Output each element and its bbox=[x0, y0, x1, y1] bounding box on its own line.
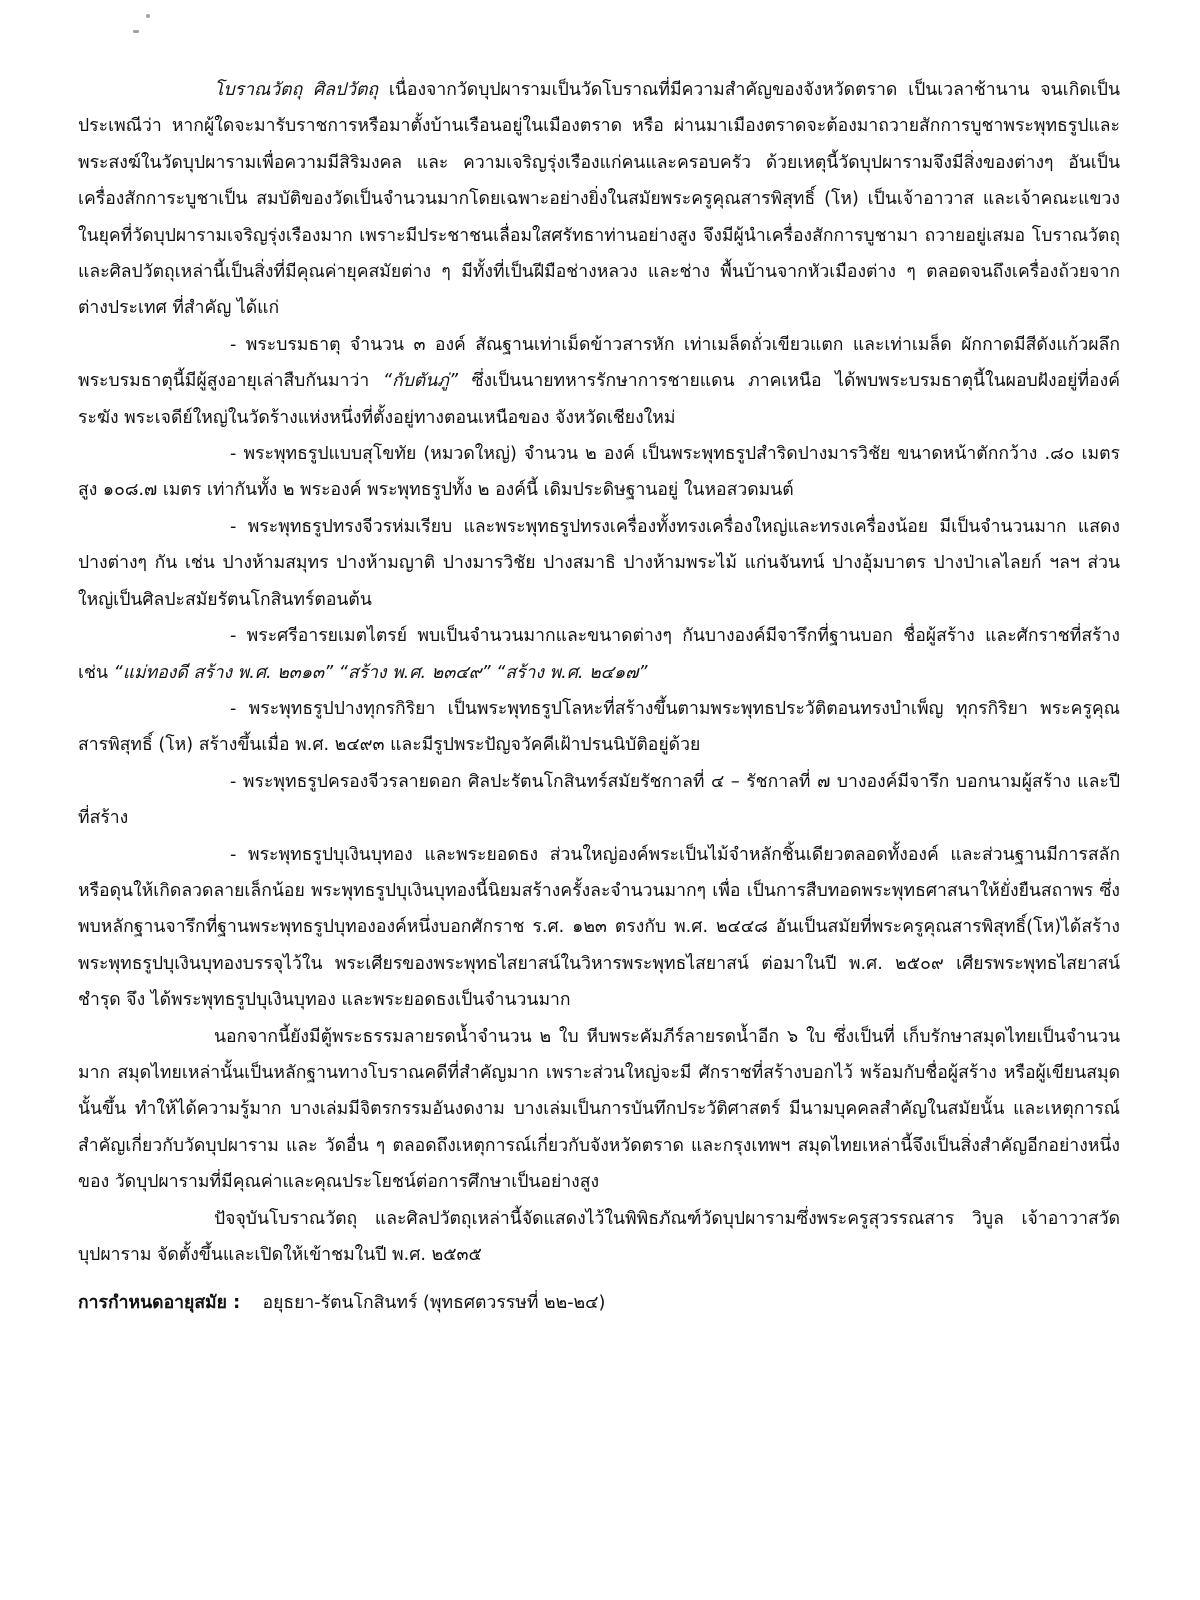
paragraph bbox=[78, 1019, 1120, 1201]
document-body bbox=[78, 72, 1120, 1273]
text-segment: “กับตันภู่” bbox=[382, 371, 458, 392]
text-segment: นอกจากนี้ยังมีตู้พระธรรมลายรดน้ำจำนวน ๒ ใบ หีบพระคัมภีร์ลายรดน้ำอีก ๖ ใบ ซึ่งเป็นที่ เก็บรักษาสมุดไทยเป็นจำนวนมาก สมุดไทยเหล่านั้นเป็นหลักฐานทางโบราณคดีที่สำคัญมาก เพราะส่วนใหญ่จะมี ศักราชที่สร้างบอกไว้ พร้อมกับชื่อผู้สร้าง หรือผู้เขียนสมุดนั้นขึ้น ทำให้ได้ความรู้มาก บางเล่มมีจิตรกรรมอันงดงาม บางเล่มเป็นการบันทึกประวัติศาสตร์ มีนามบุคคลสำคัญในสมัยนั้น และเหตุการณ์สำคัญเกี่ยวกับวัดบุปผาราม และ วัดอื่น ๆ ตลอดถึงเหตุการณ์เกี่ยวกับจังหวัดตราด และกรุงเทพฯ สมุดไทยเหล่านี้จึงเป็นสิ่งสำคัญอีกอย่างหนึ่งของ วัดบุปผารามที่มีคุณค่าและคุณประโยชน์ต่อการศึกษาเป็นอย่างสูง bbox=[78, 1026, 1120, 1193]
text-segment: - พระพุทธรูปปางทุกรกิริยา เป็นพระพุทธรูปโลหะที่สร้างขึ้นตามพระพุทธประวัติตอนทรงบำเพ็ญ ทุกรกิริยา พระครูคุณสารพิสุทธิ์ (โห) สร้างขึ้นเมื่อ พ.ศ. ๒๔๙๓ และมีรูปพระปัญจวัคคีเฝ้าปรนนิบัติอยู่ด้วย bbox=[78, 698, 1120, 756]
text-segment: “แม่ทองดี สร้าง พ.ศ. ๒๓๑๓” “สร้าง พ.ศ. ๒๓๔๙” “สร้าง พ.ศ. ๒๔๑๗” bbox=[113, 662, 648, 683]
list-item bbox=[78, 764, 1120, 837]
scan-mark bbox=[133, 30, 139, 33]
paragraph bbox=[78, 72, 1120, 327]
text-segment: เนื่องจากวัดบุปผารามเป็นวัดโบราณที่มีความสำคัญของจังหวัดตราด เป็นเวลาช้านาน จนเกิดเป็นประเพณีว่า หากผู้ใดจะมารับราชการหรือมาตั้งบ้านเรือนอยู่ในเมืองตราด หรือ ผ่านมาเมืองตราดจะต้องมาถวายสักการบูชาพระพุทธรูปและพระสงฆ์ในวัดบุปผารามเพื่อความมีสิริมงคล และ ความเจริญรุ่งเรืองแก่คนและครอบครัว ด้วยเหตุนี้วัดบุปผารามจึงมีสิ่งของต่างๆ อันเป็นเครื่องสักการะบูชาเป็น สมบัติของวัดเป็นจำนวนมากโดยเฉพาะอย่างยิ่งในสมัยพระครูคุณสารพิสุทธิ์ (โห) เป็นเจ้าอาวาส และเจ้าคณะแขวง ในยุคที่วัดบุปผารามเจริญรุ่งเรืองมาก เพราะมีประชาชนเลื่อมใสศรัทธาท่านอย่างสูง จึงมีผู้นำเครื่องสักการบูชามา ถวายอยู่เสมอ โบราณวัตถุ และศิลปวัตถุเหล่านี้เป็นสิ่งที่มีคุณค่ายุคสมัยต่าง ๆ มีทั้งที่เป็นฝีมือช่างหลวง และช่าง พื้นบ้านจากหัวเมืองต่าง ๆ ตลอดจนถึงเครื่องถ้วยจากต่างประเทศ ที่สำคัญ ได้แก่ bbox=[78, 80, 1120, 319]
text-segment: โบราณวัตถุ ศิลปวัตถุ bbox=[214, 80, 379, 100]
list-item bbox=[78, 691, 1120, 764]
text-segment: - พระศรีอารยเมตไตรย์ พบเป็นจำนวนมากและขนาดต่างๆ กันบางองค์มีจารึกที่ฐานบอก ชื่อผู้สร้าง และศักราชที่สร้าง เช่น bbox=[78, 626, 1120, 683]
list-item bbox=[78, 618, 1120, 691]
text-segment: - พระพุทธรูปทรงจีวรห่มเรียบ และพระพุทธรูปทรงเครื่องทั้งทรงเครื่องใหญ่และทรงเครื่องน้อย มีเป็นจำนวนมาก แสดงปางต่างๆ กัน เช่น ปางห้ามสมุทร ปางห้ามญาติ ปางมารวิชัย ปางสมาธิ ปางห้ามพระไม้ แก่นจันทน์ ปางอุ้มบาตร ปางป่าเลไลยก์ ฯลฯ ส่วนใหญ่เป็นศิลปะสมัยรัตนโกสินทร์ตอนต้น bbox=[78, 516, 1120, 610]
dating-label: การกำหนดอายุสมัย : bbox=[78, 1293, 241, 1314]
dating-value: อยุธยา-รัตนโกสินทร์ (พุทธศตวรรษที่ ๒๒-๒๔) bbox=[262, 1293, 606, 1314]
text-segment: ซึ่งเป็นนายทหารรักษาการชายแดน ภาคเหนือ ได้พบพระบรมธาตุนี้ในผอบฝังอยู่ที่องค์ระฆัง พระเจดีย์ใหญ่ในวัดร้างแห่งหนึ่งที่ตั้งอยู่ทางตอนเหนือของ จังหวัดเชียงใหม่ bbox=[78, 371, 1120, 428]
list-item bbox=[78, 436, 1120, 509]
list-item bbox=[78, 327, 1120, 436]
text-segment: - พระบรมธาตุ จำนวน ๓ องค์ สัณฐานเท่าเม็ดข้าวสารหัก เท่าเมล็ดถั่วเขียวแตก และเท่าเมล็ด ผักกาดมีสีดังแก้วผลึก พระบรมธาตุนี้มีผู้สูงอายุเล่าสืบกันมาว่า bbox=[78, 334, 1120, 392]
text-segment: - พระพุทธรูปครองจีวรลายดอก ศิลปะรัตนโกสินทร์สมัยรัชกาลที่ ๔ – รัชกาลที่ ๗ บางองค์มีจารึก บอกนามผู้สร้าง และปีที่สร้าง bbox=[78, 771, 1120, 829]
scan-mark bbox=[146, 14, 150, 18]
text-segment: - พระพุทธรูปแบบสุโขทัย (หมวดใหญ่) จำนวน ๒ องค์ เป็นพระพุทธรูปสำริดปางมารวิชัย ขนาดหน้าตักกว้าง .๘๐ เมตร สูง ๑๐๘.๗ เมตร เท่ากันทั้ง ๒ พระองค์ พระพุทธรูปทั้ง ๒ องค์นี้ เดิมประดิษฐานอยู่ ในหอสวดมนต์ bbox=[78, 444, 1120, 501]
text-segment: - พระพุทธรูปบุเงินบุทอง และพระยอดธง ส่วนใหญ่องค์พระเป็นไม้จำหลักชิ้นเดียวตลอดทั้งองค์ และส่วนฐานมีการสลักหรือดุนให้เกิดลวดลายเล็กน้อย พระพุทธรูปบุเงินบุทองนี้นิยมสร้างครั้งละจำนวนมากๆ เพื่อ เป็นการสืบทอดพระพุทธศาสนาให้ยั่งยืนสถาพร ซึ่งพบหลักฐานจารึกที่ฐานพระพุทธรูปบุทององค์หนึ่งบอกศักราช ร.ศ. ๑๒๓ ตรงกับ พ.ศ. ๒๔๔๘ อันเป็นสมัยที่พระครูคุณสารพิสุทธิ์(โห)ได้สร้างพระพุทธรูปบุเงินบุทองบรรจุไว้ใน พระเศียรของพระพุทธไสยาสน์ในวิหารพระพุทธไสยาสน์ ต่อมาในปี พ.ศ. ๒๕๐๙ เศียรพระพุทธไสยาสน์ชำรุด จึง ได้พระพุทธรูปบุเงินบุทอง และพระยอดธงเป็นจำนวนมาก bbox=[78, 844, 1120, 1011]
list-item bbox=[78, 509, 1120, 618]
paragraph bbox=[78, 1201, 1120, 1274]
text-segment: ปัจจุบันโบราณวัตถุ และศิลปวัตถุเหล่านี้จัดแสดงไว้ในพิพิธภัณฑ์วัดบุปผารามซึ่งพระครูสุวรรณสาร วิบูล เจ้าอาวาสวัดบุปผาราม จัดตั้งขึ้นและเปิดให้เข้าชมในปี พ.ศ. ๒๕๓๕ bbox=[78, 1208, 1120, 1265]
dating-line bbox=[78, 1285, 1120, 1321]
list-item bbox=[78, 837, 1120, 1019]
dating-spacer bbox=[246, 1293, 257, 1313]
